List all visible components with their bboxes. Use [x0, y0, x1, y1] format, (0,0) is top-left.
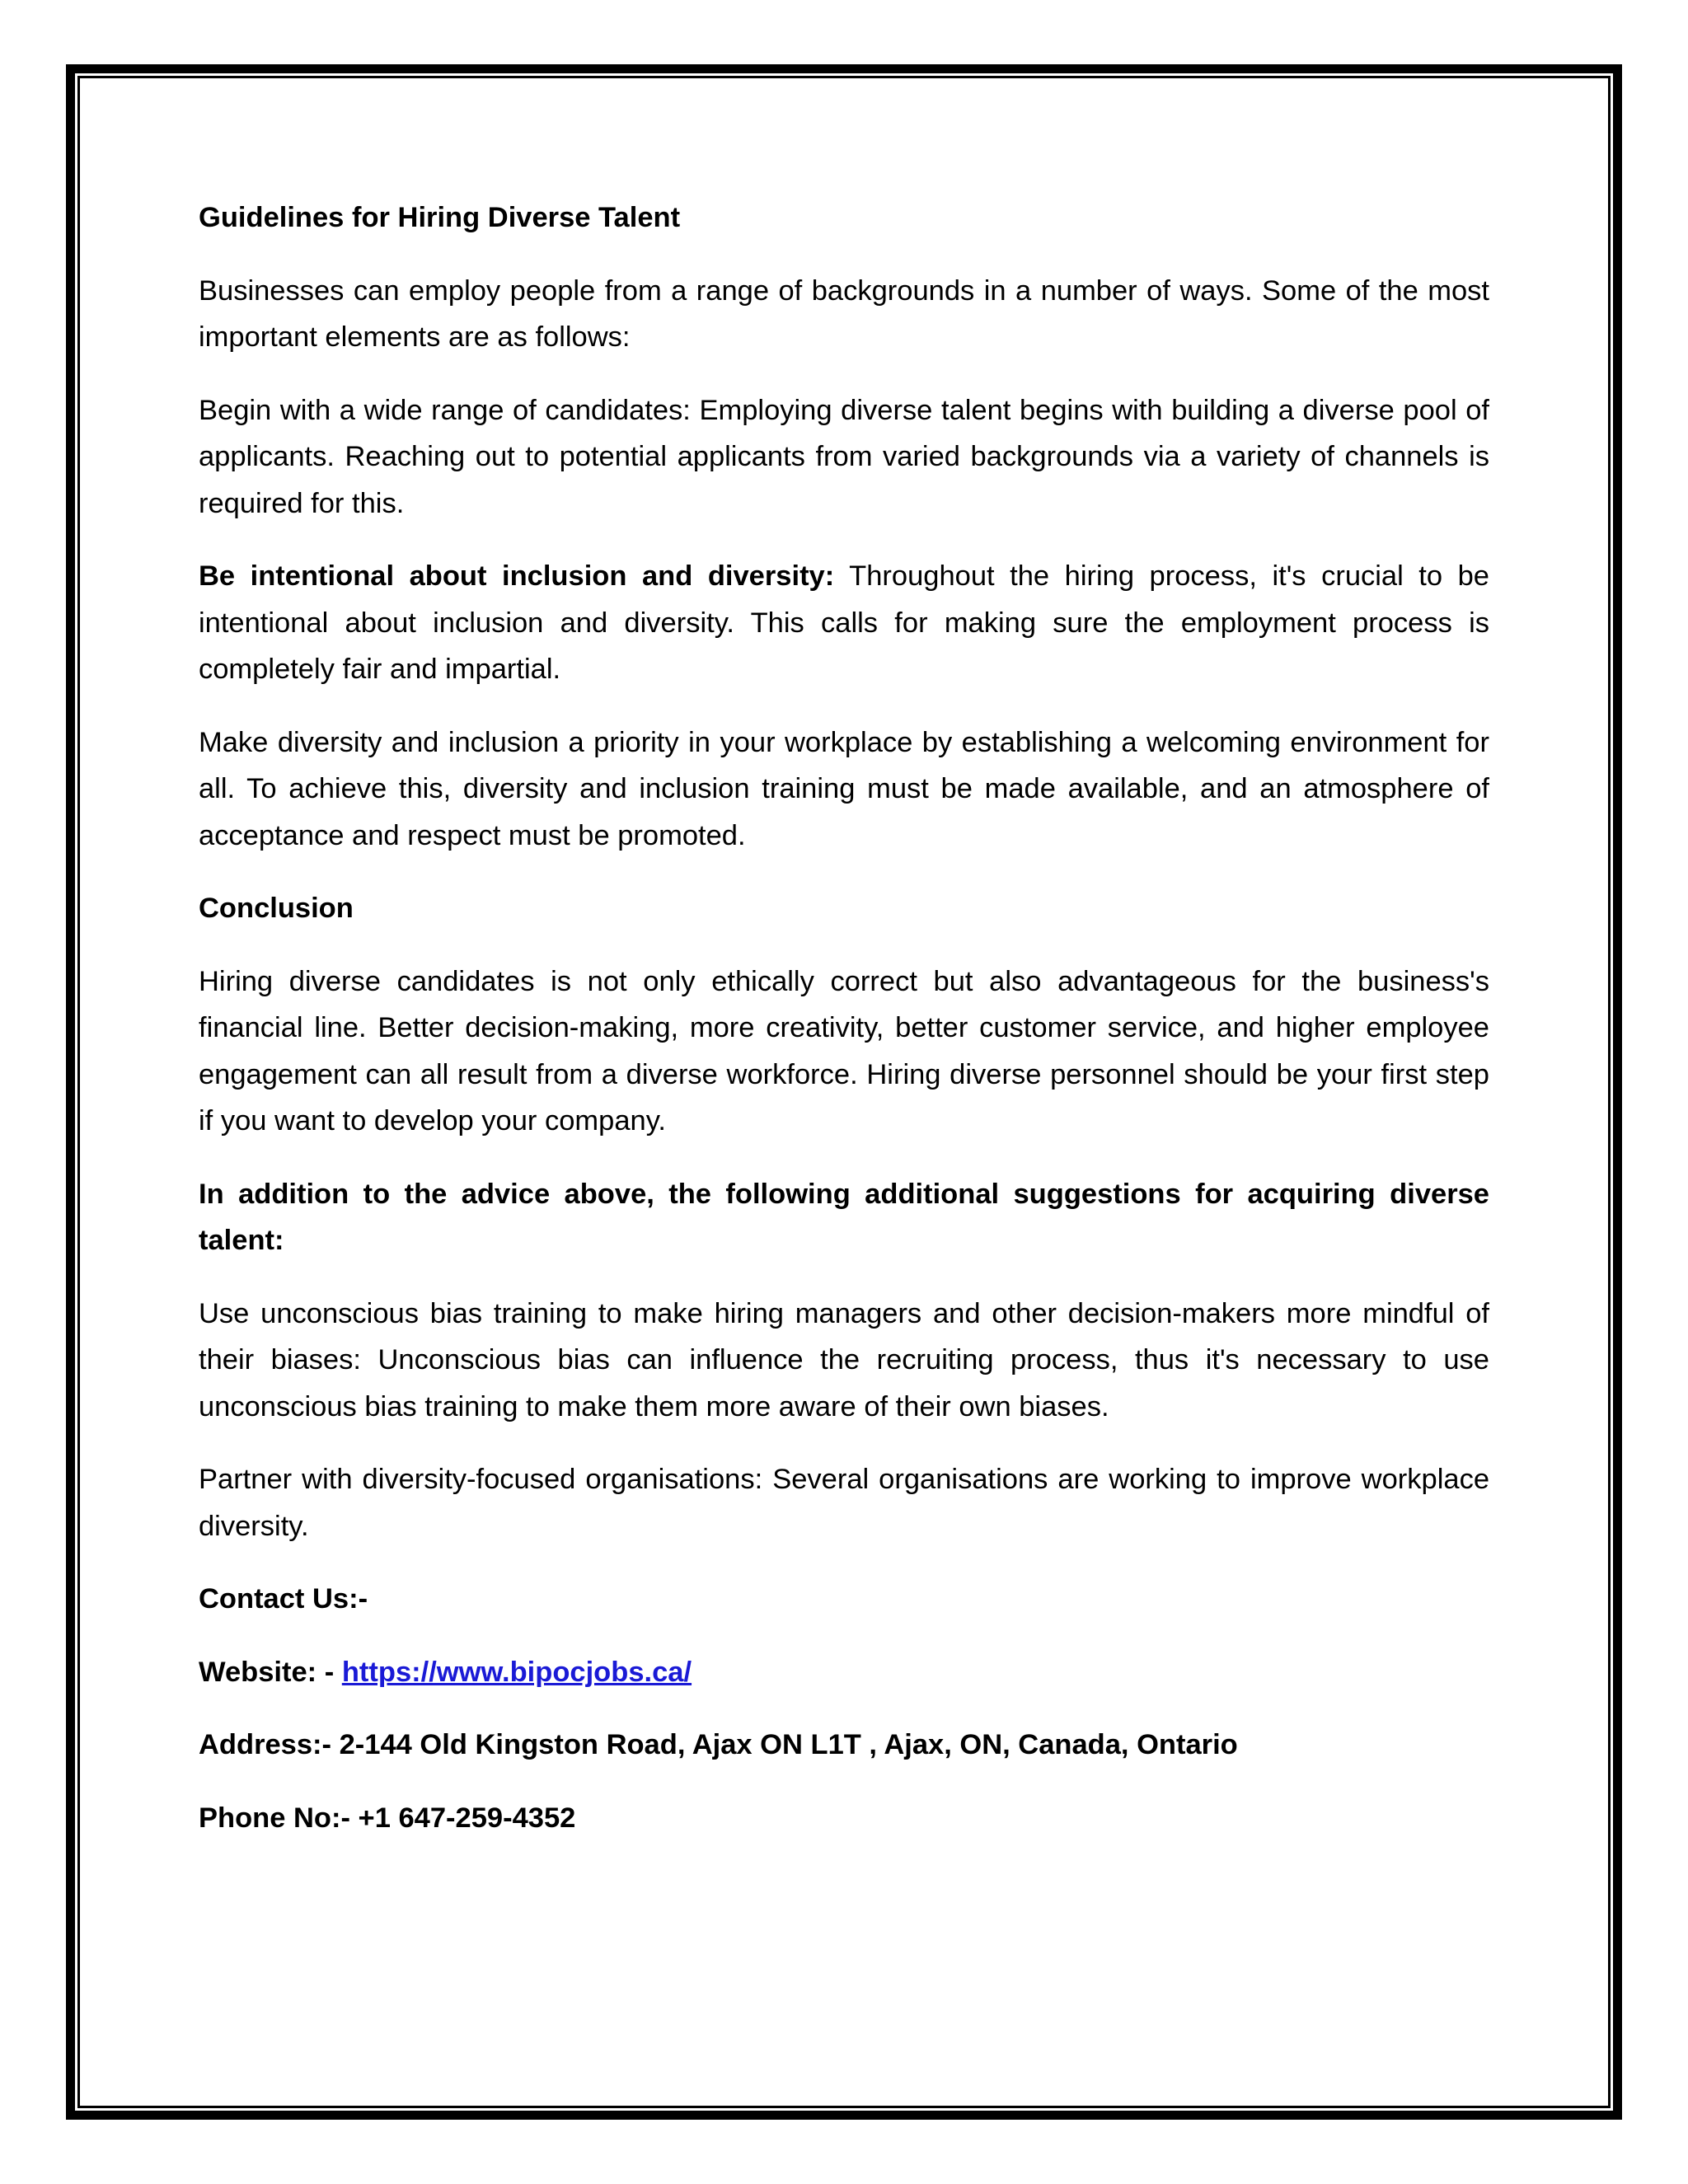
bias-paragraph: Use unconscious bias training to make hiring managers and other decision-makers more mindful of their biases: Unconscious bias can influence the recruiting process, thus it's necessary to use unconscious bias training to make them more aware of their own biases. — [199, 1297, 1489, 1422]
partner-paragraph: Partner with diversity-focused organisations: Several organisations are working to improve workplace diversity. — [199, 1464, 1489, 1542]
contact-heading: Contact Us:- — [199, 1583, 368, 1615]
additional-heading: In addition to the advice above, the following additional suggestions for acquiring diverse talent: — [199, 1178, 1489, 1256]
phone-line: Phone No:- +1 647-259-4352 — [199, 1802, 576, 1834]
candidates-paragraph: Begin with a wide range of candidates: Employing diverse talent begins with building a diverse pool of applicants. Reaching out to potential applicants from varied backgrounds via a variety of channels is required for this. — [199, 394, 1489, 519]
document-title: Guidelines for Hiring Diverse Talent — [199, 202, 681, 233]
website-link[interactable]: https://www.bipocjobs.ca/ — [341, 1656, 692, 1688]
conclusion-paragraph: Hiring diverse candidates is not only ethically correct but also advantageous for the business's financial line. Better decision-making, more creativity, better customer service, and higher employee engagement can all result from a diverse workforce. Hiring diverse personnel should be your first step if you want to develop your company. — [199, 965, 1489, 1137]
address-line: Address:- 2-144 Old Kingston Road, Ajax ON L1T , Ajax, ON, Canada, Ontario — [199, 1729, 1238, 1760]
intentional-paragraph — [199, 553, 1489, 693]
document-body — [199, 194, 1489, 1868]
website-line — [199, 1649, 1489, 1696]
intentional-body: Throughout the hiring process, it's crucial to be intentional about inclusion and diversity. This calls for making sure the employment process is completely fair and impartial. — [199, 560, 1489, 685]
intentional-lead: Be intentional about inclusion and diversity: — [199, 560, 835, 592]
conclusion-heading: Conclusion — [199, 893, 354, 924]
website-label: Website: - — [199, 1656, 342, 1688]
intro-paragraph: Businesses can employ people from a range of backgrounds in a number of ways. Some of the most important elements are as follows: — [199, 274, 1489, 353]
priority-paragraph: Make diversity and inclusion a priority in your workplace by establishing a welcoming environment for all. To achieve this, diversity and inclusion training must be made available, and an atmosphere of acceptance and respect must be promoted. — [199, 726, 1489, 851]
